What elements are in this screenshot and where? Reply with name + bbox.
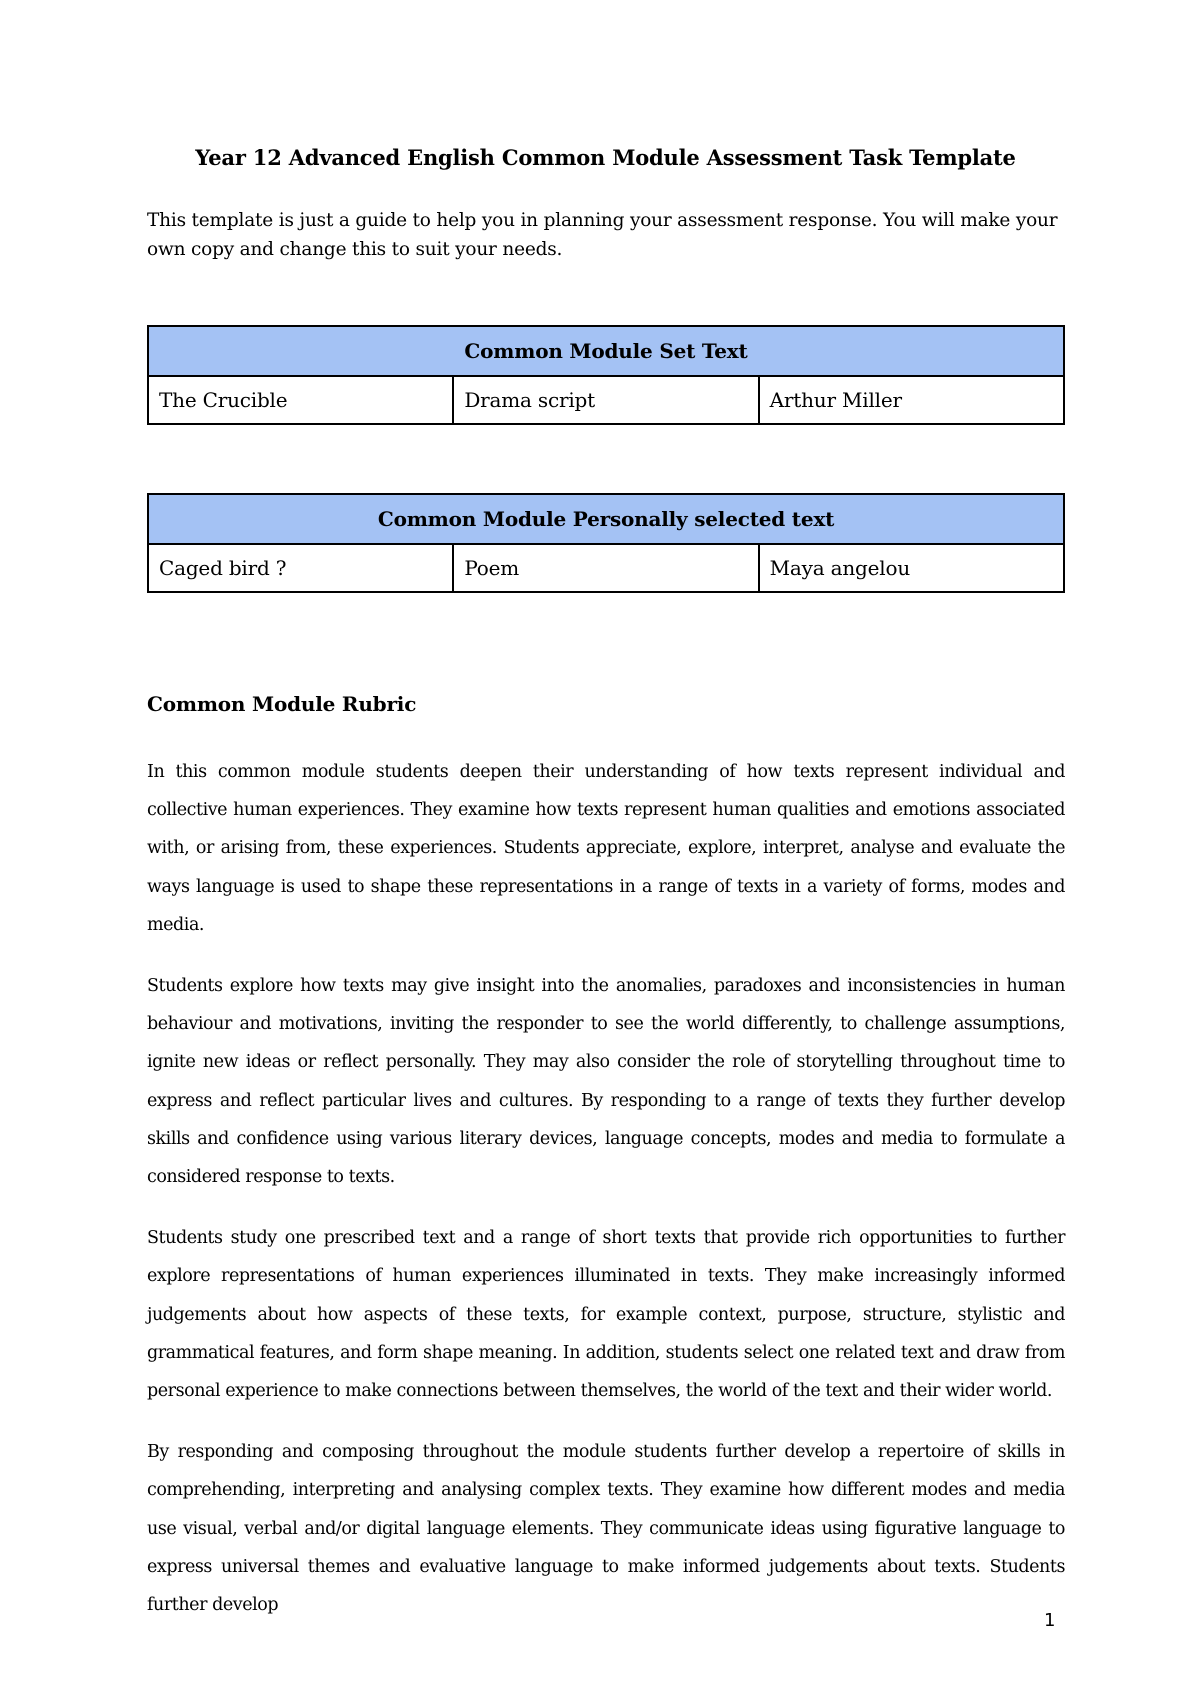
intro-text [147, 206, 1067, 264]
rubric-paragraph: Students study one prescribed text and a range of short texts that provide rich opportunities to further explore representations of human experiences illuminated in texts. They make increasingly informed judgements about how aspects of these texts, for example context, purpose, structure, stylistic and grammatical features, and form shape meaning. In addition, students select one related text and draw from personal experience to make connections between themselves, the world of the text and their wider world. [147, 1228, 1065, 1402]
table-header-row [148, 326, 1064, 376]
table-cell-form: Poem [453, 544, 758, 592]
rubric-heading: Common Module Rubric [147, 692, 417, 716]
table-cell-form: Drama script [453, 376, 758, 424]
rubric-paragraph: In this common module students deepen their understanding of how texts represent individual and collective human experiences. They examine how texts represent human qualities and emotions associated with, or arising from, these experiences. Students appreciate, explore, interpret, analyse and evaluate the ways language is used to shape these representations in a range of texts in a variety of forms, modes and media. [147, 762, 1065, 935]
personal-text-table [147, 493, 1065, 593]
table-row [148, 544, 1064, 592]
set-text-table-heading: Common Module Set Text [148, 326, 1064, 376]
table-cell-author: Maya angelou [759, 544, 1064, 592]
table-row [148, 376, 1064, 424]
rubric-paragraph: Students explore how texts may give insight into the anomalies, paradoxes and inconsistencies in human behaviour and motivations, inviting the responder to see the world differently, to challenge assumptions, ignite new ideas or reflect personally. They may also consider the role of storytelling throughout time to express and reflect particular lives and cultures. By responding to a range of texts they further develop skills and confidence using various literary devices, language concepts, modes and media to formulate a considered response to texts. [147, 976, 1065, 1188]
table-cell-author: Arthur Miller [759, 376, 1064, 424]
rubric-body [147, 753, 1065, 1647]
page-number: 1 [1044, 1610, 1056, 1631]
table-cell-title: Caged bird ? [148, 544, 453, 592]
document-title: Year 12 Advanced English Common Module Assessment Task Template [195, 145, 1016, 170]
table-cell-title: The Crucible [148, 376, 453, 424]
personal-text-table-heading: Common Module Personally selected text [148, 494, 1064, 544]
rubric-paragraph: By responding and composing throughout the module students further develop a repertoire of skills in comprehending, interpreting and analysing complex texts. They examine how different modes and media use visual, verbal and/or digital language elements. They communicate ideas using figurative language to express universal themes and evaluative language to make informed judgements about texts. Students further develop [147, 1442, 1065, 1616]
set-text-table [147, 325, 1065, 425]
intro-paragraph: This template is just a guide to help you in planning your assessment response. You will make your own copy and change this to suit your needs. [147, 210, 1058, 260]
table-header-row [148, 494, 1064, 544]
